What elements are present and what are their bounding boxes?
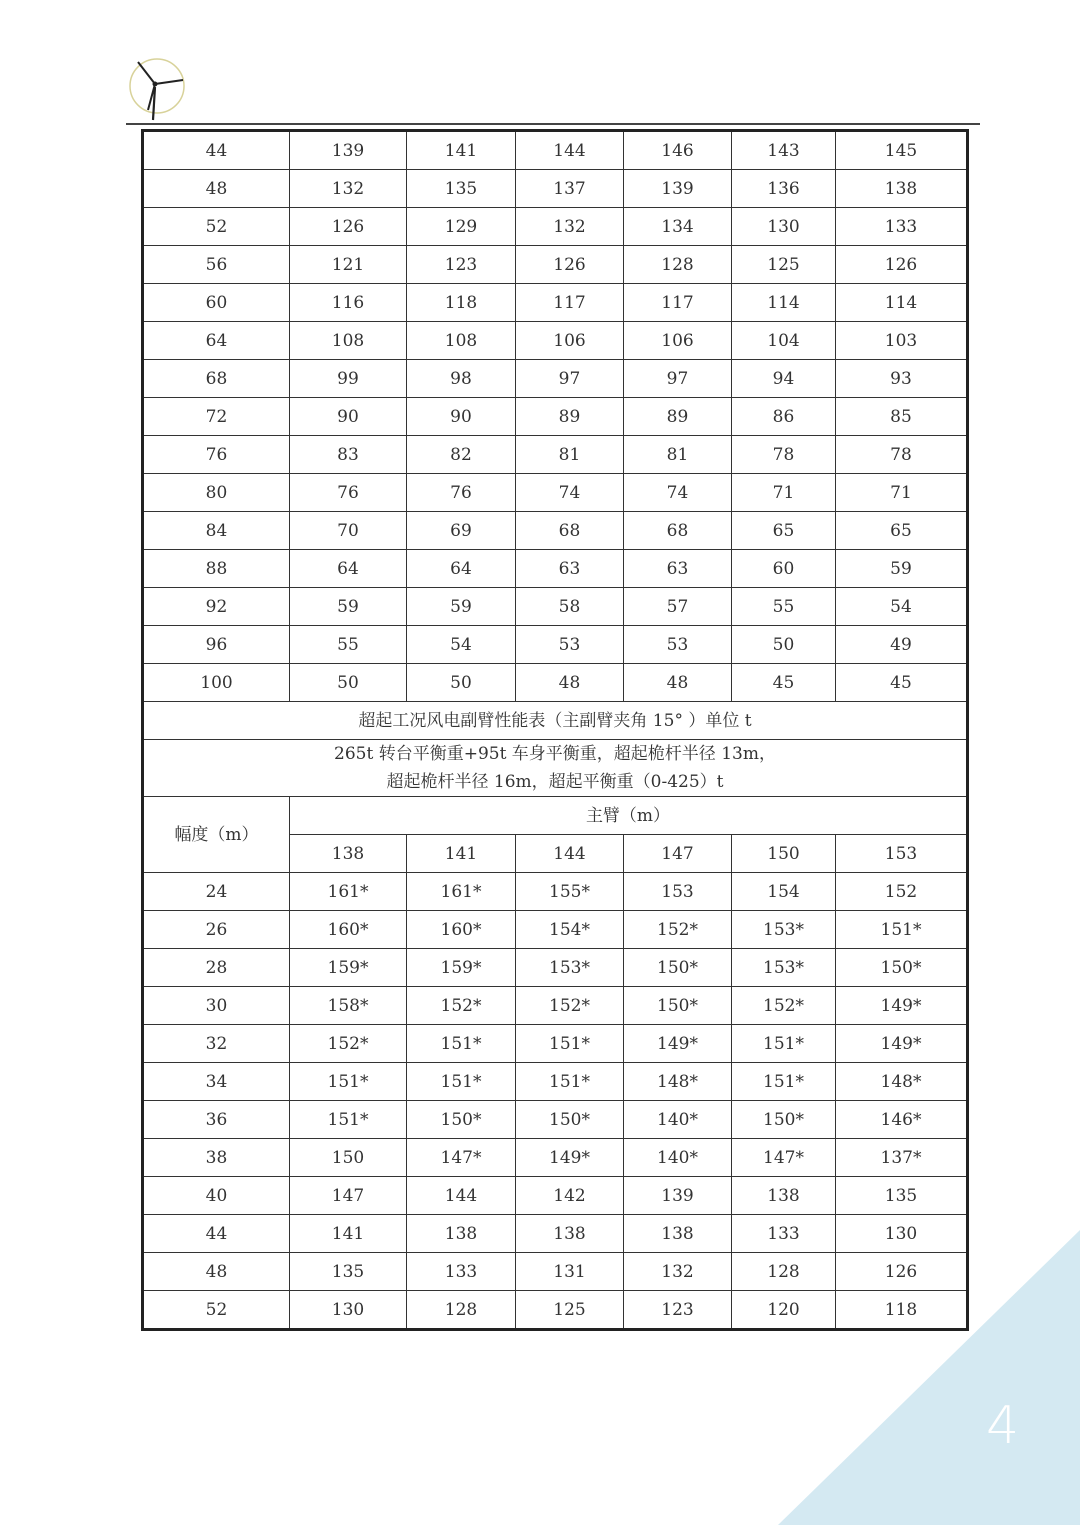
capacity-cell: 141 [407, 131, 516, 170]
capacity-cell: 125 [732, 246, 836, 284]
capacity-cell: 89 [624, 398, 732, 436]
radius-cell: 84 [143, 512, 290, 550]
radius-cell: 32 [143, 1025, 290, 1063]
capacity-cell: 150* [407, 1101, 516, 1139]
capacity-cell: 55 [732, 588, 836, 626]
capacity-cell: 151* [516, 1063, 624, 1101]
capacity-cell: 146 [624, 131, 732, 170]
capacity-cell: 116 [290, 284, 407, 322]
capacity-cell: 152* [407, 987, 516, 1025]
capacity-cell: 130 [836, 1215, 968, 1253]
capacity-cell: 50 [407, 664, 516, 702]
capacity-cell: 149* [836, 987, 968, 1025]
capacity-cell: 144 [407, 1177, 516, 1215]
capacity-cell: 153* [732, 949, 836, 987]
table-row [143, 360, 968, 398]
capacity-cell: 76 [407, 474, 516, 512]
capacity-cell: 138 [624, 1215, 732, 1253]
radius-cell: 34 [143, 1063, 290, 1101]
capacity-cell: 149* [624, 1025, 732, 1063]
table-row [143, 208, 968, 246]
capacity-cell: 148* [836, 1063, 968, 1101]
radius-cell: 64 [143, 322, 290, 360]
table-row [143, 1139, 968, 1177]
capacity-cell: 69 [407, 512, 516, 550]
capacity-cell: 130 [290, 1291, 407, 1330]
capacity-cell: 154 [732, 873, 836, 911]
boom-length: 138 [290, 835, 407, 873]
section-subtitle [143, 740, 968, 797]
capacity-cell: 143 [732, 131, 836, 170]
capacity-cell: 159* [407, 949, 516, 987]
radius-cell: 28 [143, 949, 290, 987]
capacity-cell: 54 [407, 626, 516, 664]
capacity-cell: 158* [290, 987, 407, 1025]
radius-cell: 48 [143, 1253, 290, 1291]
capacity-cell: 153 [624, 873, 732, 911]
capacity-cell: 71 [836, 474, 968, 512]
table-row [143, 131, 968, 170]
capacity-cell: 152 [836, 873, 968, 911]
table-row [143, 949, 968, 987]
capacity-cell: 104 [732, 322, 836, 360]
page-number: 4 [986, 1396, 1020, 1456]
capacity-cell: 114 [732, 284, 836, 322]
capacity-cell: 70 [290, 512, 407, 550]
capacity-cell: 48 [516, 664, 624, 702]
capacity-cell: 125 [516, 1291, 624, 1330]
capacity-cell: 57 [624, 588, 732, 626]
capacity-cell: 150* [624, 987, 732, 1025]
capacity-cell: 130 [732, 208, 836, 246]
capacity-cell: 97 [516, 360, 624, 398]
capacity-cell: 53 [516, 626, 624, 664]
capacity-cell: 48 [624, 664, 732, 702]
radius-cell: 24 [143, 873, 290, 911]
capacity-cell: 139 [624, 170, 732, 208]
capacity-cell: 126 [290, 208, 407, 246]
capacity-cell: 133 [732, 1215, 836, 1253]
capacity-cell: 135 [290, 1253, 407, 1291]
capacity-cell: 149* [836, 1025, 968, 1063]
radius-header: 幅度（m） [143, 797, 290, 873]
capacity-cell: 137* [836, 1139, 968, 1177]
capacity-cell: 136 [732, 170, 836, 208]
capacity-cell: 120 [732, 1291, 836, 1330]
radius-cell: 40 [143, 1177, 290, 1215]
capacity-cell: 83 [290, 436, 407, 474]
radius-cell: 56 [143, 246, 290, 284]
capacity-cell: 147* [732, 1139, 836, 1177]
table-row [143, 474, 968, 512]
capacity-cell: 54 [836, 588, 968, 626]
capacity-cell: 160* [290, 911, 407, 949]
capacity-cell: 144 [516, 131, 624, 170]
capacity-cell: 132 [624, 1253, 732, 1291]
wind-turbine-logo [126, 54, 188, 122]
capacity-cell: 74 [624, 474, 732, 512]
capacity-cell: 86 [732, 398, 836, 436]
capacity-cell: 155* [516, 873, 624, 911]
radius-cell: 26 [143, 911, 290, 949]
capacity-cell: 97 [624, 360, 732, 398]
capacity-cell: 45 [836, 664, 968, 702]
subtitle-line-1: 265t 转台平衡重+95t 车身平衡重，超起桅杆半径 13m， [334, 744, 776, 764]
capacity-cell: 132 [290, 170, 407, 208]
capacity-cell: 151* [290, 1101, 407, 1139]
table-row [143, 284, 968, 322]
table-row [143, 170, 968, 208]
capacity-cell: 133 [836, 208, 968, 246]
table-row [143, 626, 968, 664]
capacity-cell: 137 [516, 170, 624, 208]
section-header [143, 702, 968, 873]
capacity-cell: 160* [407, 911, 516, 949]
capacity-cell: 68 [516, 512, 624, 550]
radius-cell: 36 [143, 1101, 290, 1139]
capacity-cell: 71 [732, 474, 836, 512]
capacity-cell: 93 [836, 360, 968, 398]
radius-cell: 80 [143, 474, 290, 512]
capacity-cell: 147 [290, 1177, 407, 1215]
capacity-cell: 132 [516, 208, 624, 246]
table-row [143, 322, 968, 360]
capacity-cell: 49 [836, 626, 968, 664]
boom-length: 150 [732, 835, 836, 873]
capacity-cell: 126 [516, 246, 624, 284]
capacity-cell: 126 [836, 246, 968, 284]
capacity-cell: 152* [732, 987, 836, 1025]
capacity-cell: 129 [407, 208, 516, 246]
capacity-cell: 89 [516, 398, 624, 436]
table-row [143, 1291, 968, 1330]
capacity-cell: 128 [732, 1253, 836, 1291]
capacity-cell: 138 [516, 1215, 624, 1253]
capacity-cell: 151* [407, 1025, 516, 1063]
table-row [143, 987, 968, 1025]
capacity-cell: 138 [407, 1215, 516, 1253]
radius-cell: 52 [143, 208, 290, 246]
capacity-cell: 150* [516, 1101, 624, 1139]
capacity-cell: 151* [732, 1025, 836, 1063]
table-row [143, 1025, 968, 1063]
capacity-cell: 128 [407, 1291, 516, 1330]
boom-length: 141 [407, 835, 516, 873]
radius-cell: 100 [143, 664, 290, 702]
radius-cell: 60 [143, 284, 290, 322]
capacity-cell: 150* [732, 1101, 836, 1139]
radius-cell: 68 [143, 360, 290, 398]
capacity-cell: 81 [516, 436, 624, 474]
radius-cell: 52 [143, 1291, 290, 1330]
radius-cell: 48 [143, 170, 290, 208]
capacity-cell: 149* [516, 1139, 624, 1177]
capacity-cell: 108 [407, 322, 516, 360]
capacity-cell: 85 [836, 398, 968, 436]
capacity-cell: 117 [516, 284, 624, 322]
table-row [143, 1063, 968, 1101]
boom-length: 153 [836, 835, 968, 873]
radius-cell: 44 [143, 131, 290, 170]
capacity-cell: 78 [732, 436, 836, 474]
header-rule [126, 123, 980, 125]
capacity-cell: 151* [836, 911, 968, 949]
capacity-cell: 148* [624, 1063, 732, 1101]
capacity-cell: 106 [624, 322, 732, 360]
boom-length: 144 [516, 835, 624, 873]
capacity-cell: 151* [407, 1063, 516, 1101]
capacity-cell: 151* [516, 1025, 624, 1063]
capacity-cell: 118 [407, 284, 516, 322]
capacity-cell: 161* [407, 873, 516, 911]
table-row [143, 436, 968, 474]
capacity-cell: 63 [516, 550, 624, 588]
capacity-cell: 76 [290, 474, 407, 512]
capacity-cell: 153* [732, 911, 836, 949]
table-row [143, 246, 968, 284]
capacity-cell: 114 [836, 284, 968, 322]
table-row [143, 398, 968, 436]
capacity-cell: 123 [407, 246, 516, 284]
capacity-cell: 60 [732, 550, 836, 588]
boom-length: 147 [624, 835, 732, 873]
capacity-cell: 150 [290, 1139, 407, 1177]
radius-cell: 38 [143, 1139, 290, 1177]
capacity-cell: 59 [290, 588, 407, 626]
capacity-cell: 154* [516, 911, 624, 949]
subtitle-line-2: 超起桅杆半径 16m，超起平衡重（0-425）t [386, 772, 724, 792]
table-row [143, 1101, 968, 1139]
radius-cell: 92 [143, 588, 290, 626]
capacity-cell: 140* [624, 1101, 732, 1139]
capacity-cell: 150* [624, 949, 732, 987]
bottom-rows [143, 873, 968, 1330]
capacity-cell: 139 [290, 131, 407, 170]
capacity-cell: 65 [836, 512, 968, 550]
capacity-cell: 146* [836, 1101, 968, 1139]
capacity-cell: 152* [516, 987, 624, 1025]
capacity-cell: 117 [624, 284, 732, 322]
capacity-cell: 108 [290, 322, 407, 360]
capacity-cell: 64 [407, 550, 516, 588]
capacity-cell: 59 [836, 550, 968, 588]
capacity-cell: 134 [624, 208, 732, 246]
capacity-cell: 55 [290, 626, 407, 664]
capacity-cell: 161* [290, 873, 407, 911]
capacity-cell: 138 [836, 170, 968, 208]
capacity-cell: 68 [624, 512, 732, 550]
capacity-cell: 142 [516, 1177, 624, 1215]
capacity-cell: 118 [836, 1291, 968, 1330]
capacity-cell: 59 [407, 588, 516, 626]
capacity-cell: 135 [836, 1177, 968, 1215]
capacity-cell: 141 [290, 1215, 407, 1253]
capacity-cell: 53 [624, 626, 732, 664]
capacity-cell: 65 [732, 512, 836, 550]
capacity-cell: 153* [516, 949, 624, 987]
table-row [143, 588, 968, 626]
capacity-cell: 121 [290, 246, 407, 284]
capacity-cell: 145 [836, 131, 968, 170]
capacity-cell: 135 [407, 170, 516, 208]
capacity-cell: 98 [407, 360, 516, 398]
capacity-cell: 94 [732, 360, 836, 398]
capacity-cell: 147* [407, 1139, 516, 1177]
boom-header: 主臂（m） [290, 797, 968, 835]
capacity-cell: 138 [732, 1177, 836, 1215]
capacity-cell: 159* [290, 949, 407, 987]
capacity-cell: 63 [624, 550, 732, 588]
capacity-cell: 64 [290, 550, 407, 588]
radius-cell: 88 [143, 550, 290, 588]
capacity-cell: 150* [836, 949, 968, 987]
capacity-cell: 123 [624, 1291, 732, 1330]
capacity-cell: 90 [407, 398, 516, 436]
capacity-cell: 133 [407, 1253, 516, 1291]
capacity-cell: 74 [516, 474, 624, 512]
table-row [143, 664, 968, 702]
capacity-cell: 140* [624, 1139, 732, 1177]
top-rows [143, 131, 968, 702]
radius-cell: 44 [143, 1215, 290, 1253]
capacity-cell: 50 [732, 626, 836, 664]
radius-cell: 72 [143, 398, 290, 436]
capacity-cell: 151* [290, 1063, 407, 1101]
capacity-cell: 139 [624, 1177, 732, 1215]
load-chart-table [141, 129, 969, 1331]
capacity-cell: 99 [290, 360, 407, 398]
capacity-cell: 106 [516, 322, 624, 360]
capacity-cell: 81 [624, 436, 732, 474]
capacity-cell: 82 [407, 436, 516, 474]
capacity-cell: 128 [624, 246, 732, 284]
table-row [143, 1253, 968, 1291]
radius-cell: 96 [143, 626, 290, 664]
table-row [143, 512, 968, 550]
capacity-cell: 151* [732, 1063, 836, 1101]
table-row [143, 911, 968, 949]
table-row [143, 1177, 968, 1215]
table-row [143, 1215, 968, 1253]
capacity-cell: 131 [516, 1253, 624, 1291]
capacity-cell: 152* [624, 911, 732, 949]
capacity-cell: 58 [516, 588, 624, 626]
section-title: 超起工况风电副臂性能表（主副臂夹角 15° ）单位 t [143, 702, 968, 740]
capacity-cell: 50 [290, 664, 407, 702]
table-row [143, 550, 968, 588]
table-row [143, 873, 968, 911]
capacity-cell: 126 [836, 1253, 968, 1291]
capacity-cell: 78 [836, 436, 968, 474]
radius-cell: 30 [143, 987, 290, 1025]
radius-cell: 76 [143, 436, 290, 474]
capacity-cell: 152* [290, 1025, 407, 1063]
capacity-cell: 103 [836, 322, 968, 360]
capacity-cell: 90 [290, 398, 407, 436]
capacity-cell: 45 [732, 664, 836, 702]
